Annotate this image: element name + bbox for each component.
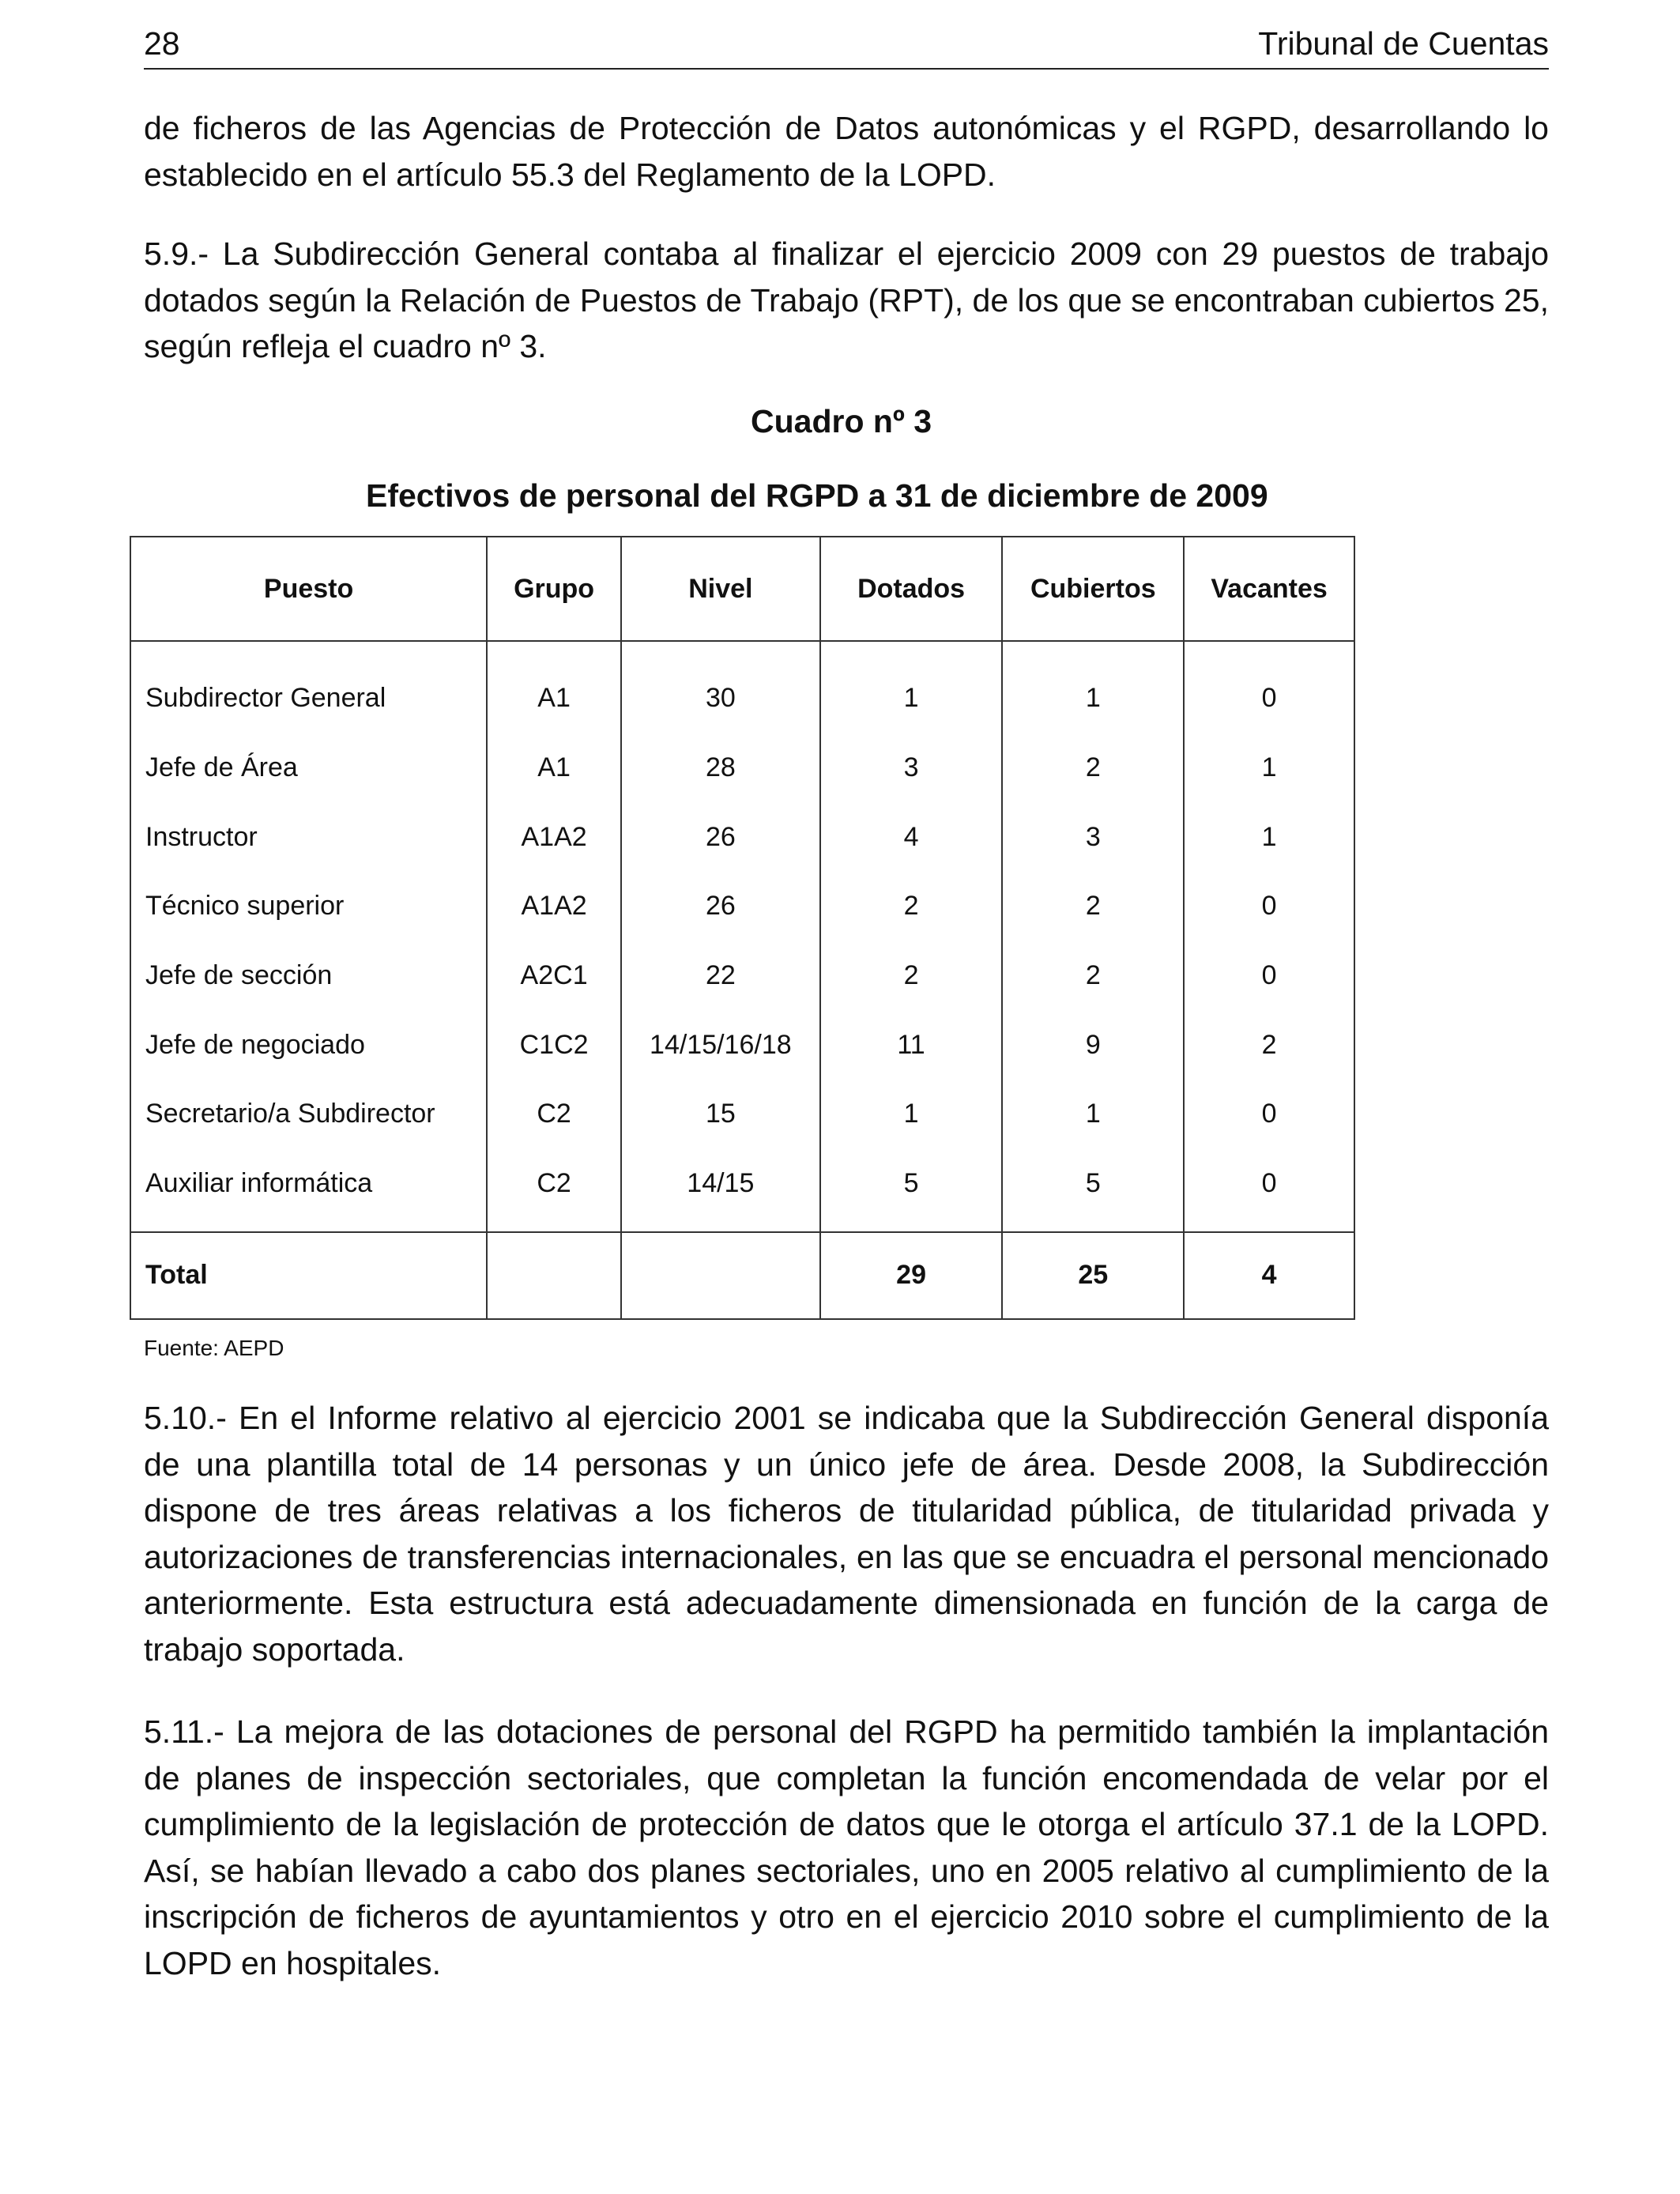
table-cell: A1: [487, 733, 621, 803]
table-cell: A1A2: [487, 802, 621, 872]
column-header: Vacantes: [1184, 537, 1354, 641]
table-cell: 1: [1184, 802, 1354, 872]
table-caption-title: Efectivos de personal del RGPD a 31 de diciembre de 2009: [366, 477, 1268, 514]
table-source-note: Fuente: AEPD: [144, 1336, 284, 1360]
table-cell: C1C2: [487, 1010, 621, 1080]
table-cell: 0: [1184, 641, 1354, 733]
table-row: [130, 1010, 1354, 1080]
table-cell: 26: [621, 872, 820, 941]
paragraph-5-9: 5.9.- La Subdirección General contaba al finalizar el ejercicio 2009 con 29 puestos de trabajo dotados según la Relación de Puestos de Trabajo (RPT), de los que se encontraban cubiertos 25, según refleja el cuadro nº 3.: [144, 236, 1549, 364]
table-cell: 0: [1184, 1149, 1354, 1232]
table-cell: 2: [820, 872, 1003, 941]
table-cell: 1: [1184, 733, 1354, 803]
table-header-row: [130, 537, 1354, 641]
table-cell: A1A2: [487, 872, 621, 941]
table-cell: 2: [1184, 1010, 1354, 1080]
table-cell: 1: [1002, 1080, 1184, 1149]
table-cell: 14/15/16/18: [621, 1010, 820, 1080]
table-cell: 15: [621, 1080, 820, 1149]
paragraph-5-11: 5.11.- La mejora de las dotaciones de personal del RGPD ha permitido también la implantación de planes de inspección sectoriales, que completan la función encomendada de velar por el cumplimiento de la legislación de protección de datos que le otorga el artículo 37.1 de la LOPD. Así, se habían llevado a cabo dos planes sectoriales, uno en 2005 relativo al cumplimiento de la inscripción de ficheros de ayuntamientos y otro en el ejercicio 2010 sobre el cumplimiento de la LOPD en hospitales.: [144, 1713, 1549, 1981]
table-cell: 11: [820, 1010, 1003, 1080]
page-header: [144, 24, 1549, 70]
table-row: [130, 1149, 1354, 1232]
table-cell: 4: [820, 802, 1003, 872]
table-cell: Secretario/a Subdirector: [130, 1080, 487, 1149]
total-label: Total: [130, 1232, 487, 1319]
table-row: [130, 802, 1354, 872]
table-row: [130, 872, 1354, 941]
table-cell: 22: [621, 941, 820, 1011]
paragraph-continuation: de ficheros de las Agencias de Protección de Datos autonómicas y el RGPD, desarrollando lo establecido en el artículo 55.3 del Reglamento de la LOPD.: [144, 110, 1549, 193]
table-cell: C2: [487, 1080, 621, 1149]
column-header: Dotados: [820, 537, 1003, 641]
table-cell: C2: [487, 1149, 621, 1232]
table-cell: 9: [1002, 1010, 1184, 1080]
table-cell: Instructor: [130, 802, 487, 872]
table-cell: 1: [820, 1080, 1003, 1149]
table-cell: Auxiliar informática: [130, 1149, 487, 1232]
table-cell: 5: [1002, 1149, 1184, 1232]
table-cell: 28: [621, 733, 820, 803]
table-cell: 3: [820, 733, 1003, 803]
table-cell: A2C1: [487, 941, 621, 1011]
table-caption-number: Cuadro nº 3: [751, 403, 932, 439]
table-cell: 26: [621, 802, 820, 872]
table-cell: 3: [1002, 802, 1184, 872]
table-row: [130, 733, 1354, 803]
table-row: [130, 1080, 1354, 1149]
table-cell: 2: [1002, 733, 1184, 803]
table-cell: Jefe de negociado: [130, 1010, 487, 1080]
table-cell: 0: [1184, 1080, 1354, 1149]
table-cell: Jefe de sección: [130, 941, 487, 1011]
table-cell: 0: [1184, 872, 1354, 941]
page-number: 28: [144, 25, 180, 62]
table-cell: 1: [1002, 641, 1184, 733]
total-cubiertos: 25: [1002, 1232, 1184, 1319]
table-cell: 2: [820, 941, 1003, 1011]
total-dotados: 29: [820, 1232, 1003, 1319]
table-cell: 30: [621, 641, 820, 733]
table-cell: 2: [1002, 941, 1184, 1011]
staff-table: [130, 536, 1355, 1320]
table-cell: Técnico superior: [130, 872, 487, 941]
total-vacantes: 4: [1184, 1232, 1354, 1319]
table-row: [130, 941, 1354, 1011]
table-cell: A1: [487, 641, 621, 733]
column-header: Nivel: [621, 537, 820, 641]
table-row: [130, 641, 1354, 733]
column-header: Cubiertos: [1002, 537, 1184, 641]
table-cell: Subdirector General: [130, 641, 487, 733]
column-header: Grupo: [487, 537, 621, 641]
table-cell: 2: [1002, 872, 1184, 941]
table-total-row: [130, 1232, 1354, 1319]
column-header: Puesto: [130, 537, 487, 641]
paragraph-5-10: 5.10.- En el Informe relativo al ejercicio 2001 se indicaba que la Subdirección General disponía de una plantilla total de 14 personas y un único jefe de área. Desde 2008, la Subdirección dispone de tres áreas relativas a los ficheros de titularidad pública, de titularidad privada y autorizaciones de transferencias internacionales, en las que se encuadra el personal mencionado anteriormente. Esta estructura está adecuadamente dimensionada en función de la carga de trabajo soportada.: [144, 1400, 1549, 1668]
header-organization: Tribunal de Cuentas: [1258, 25, 1549, 62]
table-cell: Jefe de Área: [130, 733, 487, 803]
table-cell: [487, 1232, 621, 1319]
table-cell: 0: [1184, 941, 1354, 1011]
table-cell: 14/15: [621, 1149, 820, 1232]
table-cell: 5: [820, 1149, 1003, 1232]
table-cell: 1: [820, 641, 1003, 733]
table-cell: [621, 1232, 820, 1319]
